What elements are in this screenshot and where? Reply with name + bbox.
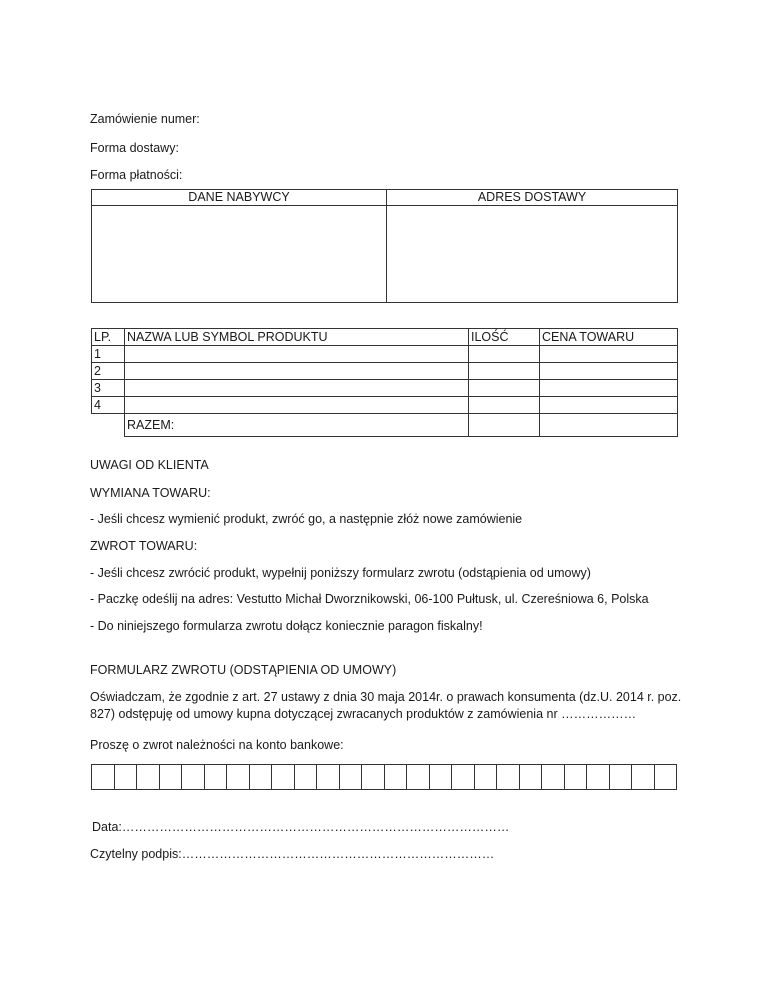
account-digit-box[interactable] bbox=[317, 765, 340, 790]
row-number: 3 bbox=[92, 380, 125, 397]
price-cell[interactable] bbox=[540, 363, 678, 380]
total-price-cell[interactable] bbox=[540, 414, 678, 437]
account-digit-box[interactable] bbox=[362, 765, 385, 790]
price-cell[interactable] bbox=[540, 380, 678, 397]
total-label: RAZEM: bbox=[125, 414, 469, 437]
account-digit-box[interactable] bbox=[294, 765, 317, 790]
table-row bbox=[92, 380, 678, 397]
account-digit-box[interactable] bbox=[272, 765, 295, 790]
product-name-cell[interactable] bbox=[125, 346, 469, 363]
total-row bbox=[92, 414, 678, 437]
price-cell[interactable] bbox=[540, 346, 678, 363]
account-digit-box[interactable] bbox=[654, 765, 677, 790]
date-field[interactable]: Data:………………………………………………………………………………… bbox=[92, 820, 510, 834]
account-digit-box[interactable] bbox=[429, 765, 452, 790]
quantity-cell[interactable] bbox=[469, 397, 540, 414]
account-digit-box[interactable] bbox=[204, 765, 227, 790]
account-request-label: Proszę o zwrot należności na konto bankowe: bbox=[90, 738, 344, 752]
total-empty-cell bbox=[92, 414, 125, 437]
row-number: 1 bbox=[92, 346, 125, 363]
account-digit-box[interactable] bbox=[114, 765, 137, 790]
exchange-text: - Jeśli chcesz wymienić produkt, zwróć go, a następnie złóż nowe zamówienie bbox=[90, 512, 523, 526]
delivery-address-header: ADRES DOSTAWY bbox=[387, 190, 678, 206]
account-digit-box[interactable] bbox=[497, 765, 520, 790]
buyer-data-cell[interactable] bbox=[92, 206, 387, 303]
delivery-form-label: Forma dostawy: bbox=[90, 141, 179, 155]
col-header-price: CENA TOWARU bbox=[540, 329, 678, 346]
account-digit-box[interactable] bbox=[227, 765, 250, 790]
return-form-title: FORMULARZ ZWROTU (ODSTĄPIENIA OD UMOWY) bbox=[90, 663, 397, 677]
buyer-data-header: DANE NABYWCY bbox=[92, 190, 387, 206]
account-digit-box[interactable] bbox=[564, 765, 587, 790]
account-digit-box[interactable] bbox=[452, 765, 475, 790]
account-digit-box[interactable] bbox=[137, 765, 160, 790]
quantity-cell[interactable] bbox=[469, 380, 540, 397]
remarks-title: UWAGI OD KLIENTA bbox=[90, 458, 209, 472]
account-digit-box[interactable] bbox=[249, 765, 272, 790]
bank-account-row bbox=[92, 765, 677, 790]
col-header-product: NAZWA LUB SYMBOL PRODUKTU bbox=[125, 329, 469, 346]
account-digit-box[interactable] bbox=[632, 765, 655, 790]
account-digit-box[interactable] bbox=[609, 765, 632, 790]
account-digit-box[interactable] bbox=[407, 765, 430, 790]
delivery-address-cell[interactable] bbox=[387, 206, 678, 303]
account-digit-box[interactable] bbox=[542, 765, 565, 790]
account-digit-box[interactable] bbox=[182, 765, 205, 790]
product-table bbox=[91, 328, 678, 437]
buyer-address-table bbox=[91, 189, 678, 303]
withdrawal-statement: Oświadczam, że zgodnie z art. 27 ustawy z dnia 30 maja 2014r. o prawach konsumenta (dz.U. 2014 r. poz. 827) odstępuję od umowy kupna dotyczącej zwracanych produktów z zamówienia nr ……………… bbox=[90, 690, 682, 721]
total-quantity-cell[interactable] bbox=[469, 414, 540, 437]
return-text-1: - Jeśli chcesz zwrócić produkt, wypełnij poniższy formularz zwrotu (odstąpienia od umowy) bbox=[90, 566, 591, 580]
quantity-cell[interactable] bbox=[469, 346, 540, 363]
account-digit-box[interactable] bbox=[474, 765, 497, 790]
account-digit-box[interactable] bbox=[384, 765, 407, 790]
return-title: ZWROT TOWARU: bbox=[90, 539, 198, 553]
return-text-2: - Paczkę odeślij na adres: Vestutto Michał Dworznikowski, 06-100 Pułtusk, ul. Czereśniowa 6, Polska bbox=[90, 592, 649, 606]
table-row bbox=[92, 363, 678, 380]
price-cell[interactable] bbox=[540, 397, 678, 414]
account-digit-box[interactable] bbox=[339, 765, 362, 790]
col-header-lp: LP. bbox=[92, 329, 125, 346]
account-digit-box[interactable] bbox=[92, 765, 115, 790]
account-digit-box[interactable] bbox=[159, 765, 182, 790]
product-name-cell[interactable] bbox=[125, 363, 469, 380]
col-header-quantity: ILOŚĆ bbox=[469, 329, 540, 346]
table-row bbox=[92, 346, 678, 363]
row-number: 2 bbox=[92, 363, 125, 380]
product-table-header-row bbox=[92, 329, 678, 346]
product-name-cell[interactable] bbox=[125, 380, 469, 397]
exchange-title: WYMIANA TOWARU: bbox=[90, 486, 211, 500]
payment-form-label: Forma płatności: bbox=[90, 168, 183, 182]
signature-field[interactable]: Czytelny podpis:………………………………………………………………… bbox=[90, 847, 495, 861]
product-name-cell[interactable] bbox=[125, 397, 469, 414]
account-digit-box[interactable] bbox=[519, 765, 542, 790]
quantity-cell[interactable] bbox=[469, 363, 540, 380]
bank-account-boxes bbox=[91, 764, 677, 790]
table-row bbox=[92, 397, 678, 414]
order-number-label: Zamówienie numer: bbox=[90, 112, 200, 126]
account-digit-box[interactable] bbox=[587, 765, 610, 790]
row-number: 4 bbox=[92, 397, 125, 414]
return-text-3: - Do niniejszego formularza zwrotu dołącz koniecznie paragon fiskalny! bbox=[90, 619, 483, 633]
